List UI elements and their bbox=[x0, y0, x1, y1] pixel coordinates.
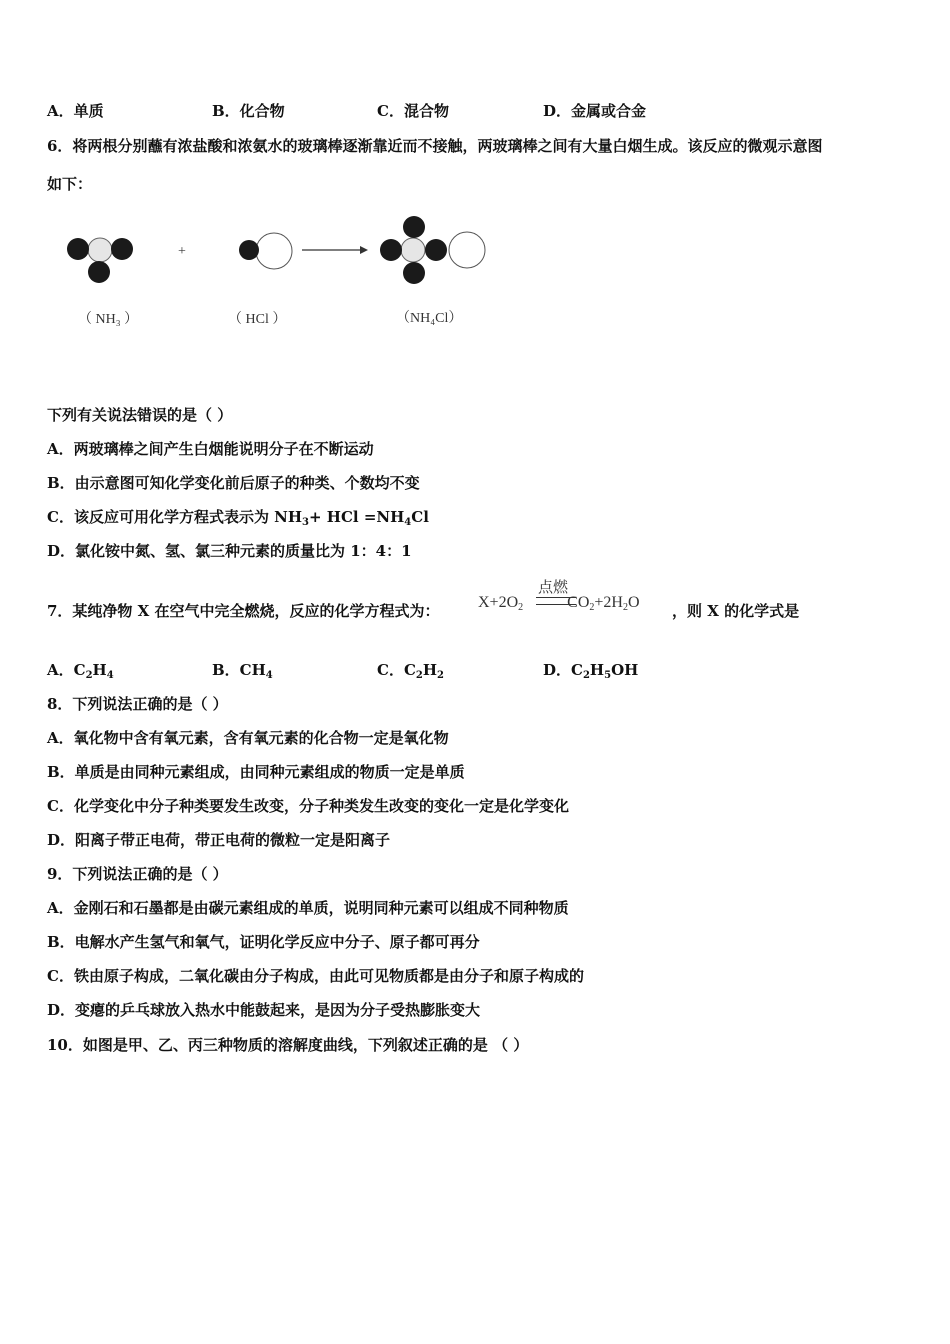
q9-option-c: C．铁由原子构成，二氧化碳由分子构成，由此可见物质都是由分子和原子构成的 bbox=[47, 967, 584, 985]
label-hcl: （ HCl ） bbox=[228, 312, 287, 327]
label-nh4cl: （NH₄Cl） bbox=[396, 311, 463, 326]
q7-option-c: C．$C_2H_2$ bbox=[377, 661, 445, 681]
q9-option-b: B．电解水产生氢气和氧气，证明化学反应中分子、原子都可再分 bbox=[47, 933, 480, 951]
q5-option-d: D．金属或合金 bbox=[543, 102, 647, 120]
q6-stem-line2: 如下： bbox=[47, 175, 93, 193]
combustion-equation: $X+2O_2$ $CO_2+2H_2O$ 点燃 bbox=[478, 578, 640, 613]
q7-option-a: A．$C_2H_4$ bbox=[47, 661, 114, 681]
q9-option-d: D．变瘪的乒乓球放入热水中能鼓起来，是因为分子受热膨胀变大 bbox=[47, 1001, 481, 1019]
q8-option-c: C．化学变化中分子种类要发生改变，分子种类发生改变的变化一定是化学变化 bbox=[47, 797, 569, 815]
q8-option-d: D．阳离子带正电荷，带正电荷的微粒一定是阳离子 bbox=[47, 831, 391, 849]
equals-sign bbox=[536, 597, 576, 605]
q6-option-c: C．该反应可用化学方程式表示为 $NH_3+$ HCl $=NH_4Cl$ bbox=[47, 508, 429, 528]
q5-option-c: C．混合物 bbox=[377, 102, 449, 120]
reaction-condition: 点燃 bbox=[538, 578, 569, 596]
q6-stem-line1: 6．将两根分别蘸有浓盐酸和浓氨水的玻璃棒逐渐靠近而不接触，两玻璃棒之间有大量白烟生成。该反应的微观示意图 bbox=[47, 137, 823, 155]
q7-option-d: D．$C_2H_5OH$ bbox=[543, 661, 639, 681]
hcl-molecule bbox=[239, 233, 292, 269]
q7-option-b: B．$CH_4$ bbox=[212, 661, 273, 681]
reaction-micro-diagram bbox=[60, 212, 500, 337]
q7-stem-tail: ，则 X 的化学式是 bbox=[672, 602, 800, 620]
q6-option-a: A．两玻璃棒之间产生白烟能说明分子在不断运动 bbox=[47, 440, 374, 458]
q6-option-b: B．由示意图可知化学变化前后原子的种类、个数均不变 bbox=[47, 474, 420, 492]
h-atom bbox=[67, 238, 89, 260]
q8-option-a: A．氧化物中含有氧元素，含有氧元素的化合物一定是氧化物 bbox=[47, 729, 449, 747]
reaction-arrow-icon bbox=[302, 246, 368, 254]
q6-question: 下列有关说法错误的是（ ） bbox=[47, 406, 233, 424]
nh3-molecule bbox=[67, 238, 133, 283]
q8-stem: 8．下列说法正确的是（ ） bbox=[47, 695, 228, 713]
q5-option-a: A．单质 bbox=[47, 102, 104, 120]
q9-stem: 9．下列说法正确的是（ ） bbox=[47, 865, 228, 883]
q10-stem: 10．如图是甲、乙、丙三种物质的溶解度曲线，下列叙述正确的是 （ ） bbox=[47, 1036, 529, 1054]
label-nh3: （ NH₃ ） bbox=[78, 312, 139, 327]
h-atom bbox=[111, 238, 133, 260]
nh4cl-molecule bbox=[380, 216, 485, 284]
plus-sign: + bbox=[178, 244, 186, 259]
h-atom bbox=[88, 261, 110, 283]
q8-option-b: B．单质是由同种元素组成，由同种元素组成的物质一定是单质 bbox=[47, 763, 465, 781]
q6-option-d: D．氯化铵中氮、氢、氯三种元素的质量比为 1：4：1 bbox=[47, 542, 412, 560]
q7-stem: 7．某纯净物 X 在空气中完全燃烧，反应的化学方程式为： bbox=[47, 602, 440, 620]
q5-option-b: B．化合物 bbox=[212, 102, 285, 120]
q9-option-a: A．金刚石和石墨都是由碳元素组成的单质，说明同种元素可以组成不同种物质 bbox=[47, 899, 569, 917]
